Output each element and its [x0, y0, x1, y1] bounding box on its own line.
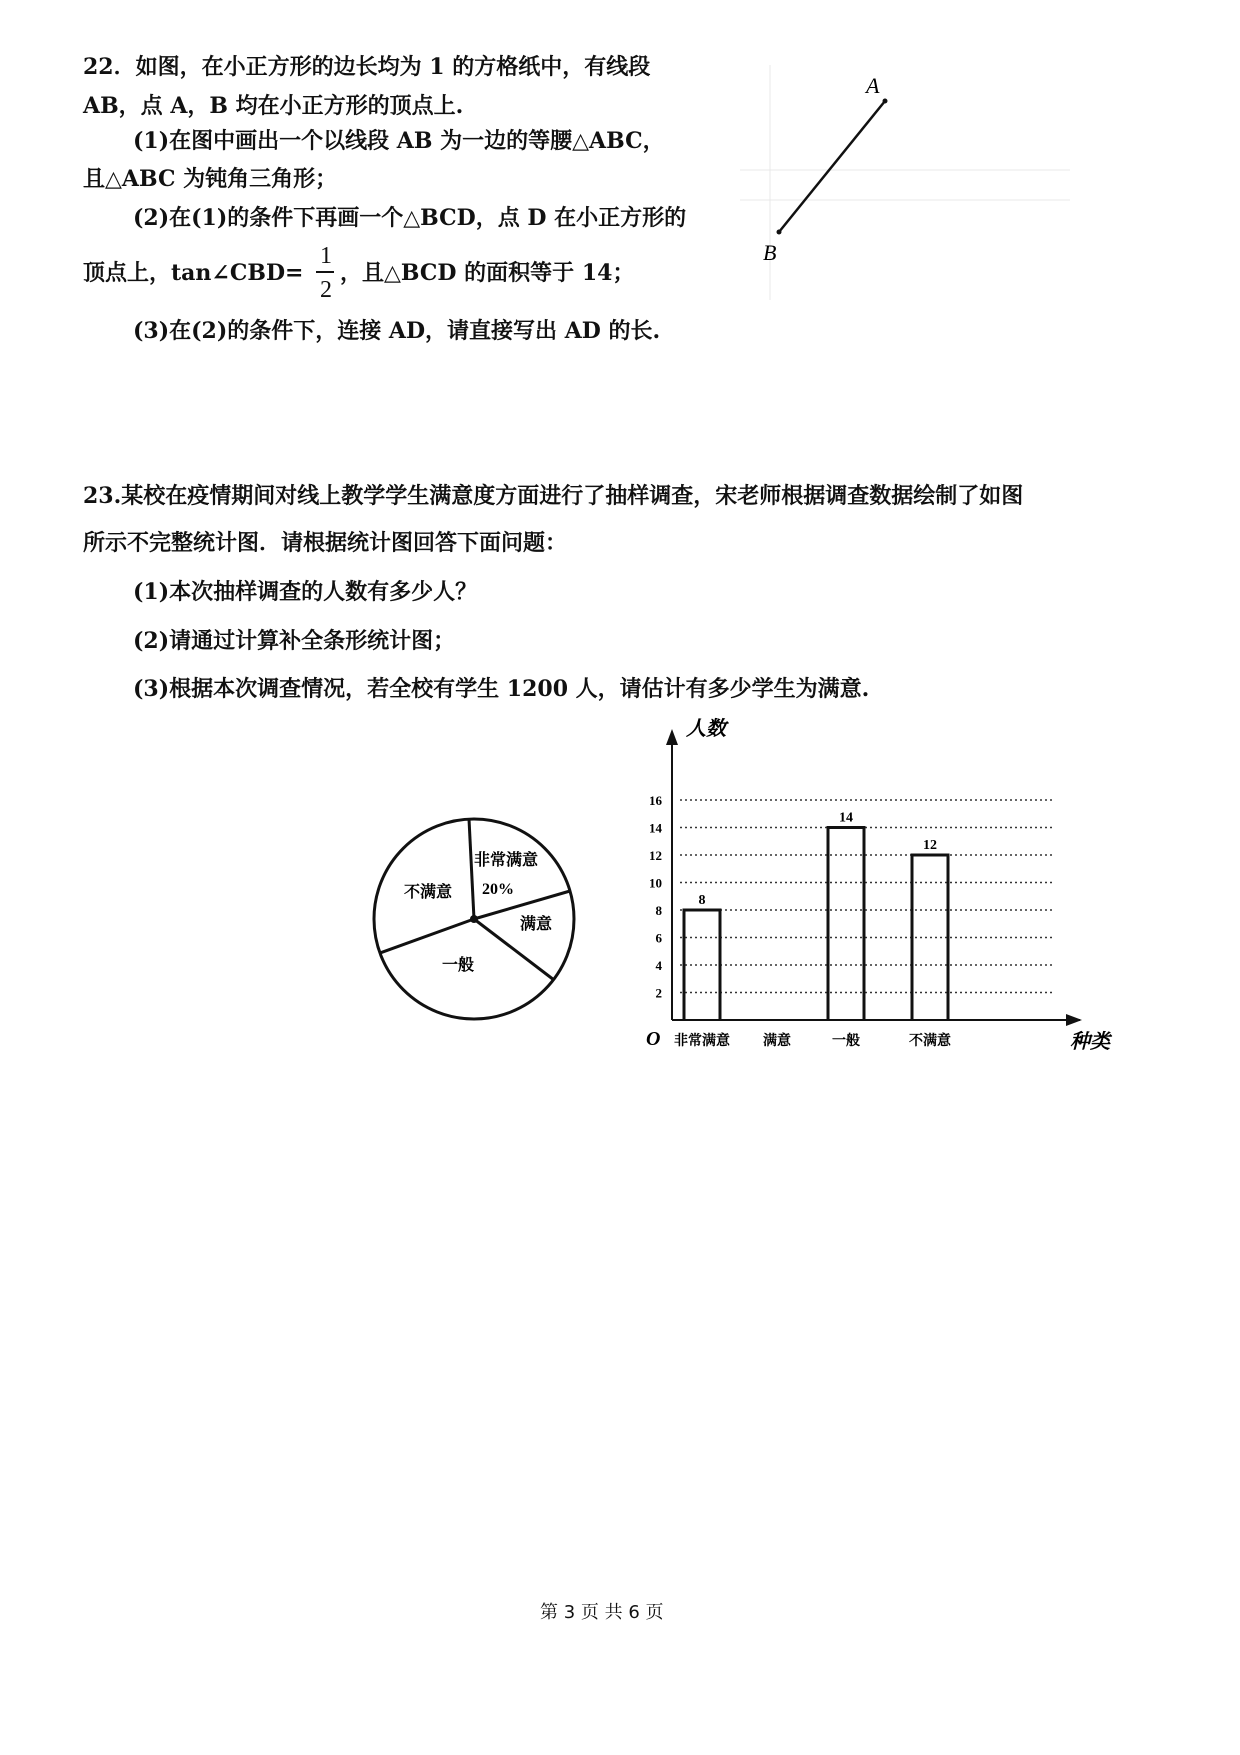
y-axis-label: 人数: [686, 718, 726, 740]
q22-part2a: (2)在(1)的条件下再画一个△BCD，点 D 在小正方形的: [133, 205, 687, 231]
y-tick-label: 16: [649, 793, 662, 808]
pie-chart: [360, 805, 590, 1035]
origin-label: O: [646, 1028, 661, 1050]
q23-part2: (2)请通过计算补全条形统计图；: [133, 628, 456, 654]
bar-data-label: 14: [839, 810, 853, 826]
bar-chart: [630, 715, 1140, 1065]
faint-grid: [740, 65, 1070, 300]
q23-line1: 23.某校在疫情期间对线上教学学生满意度方面进行了抽样调查，宋老师根据调查数据绘制了如图: [83, 483, 1024, 509]
x-axis-label: 种类: [1070, 1031, 1110, 1053]
x-tick-label: 非常满意: [674, 1034, 730, 1049]
pie-divider-left: [380, 919, 474, 953]
q22-line1: 22．如图，在小正方形的边长均为 1 的方格纸中，有线段: [83, 54, 651, 80]
x-tick-label: 满意: [763, 1034, 791, 1049]
y-tick-label: 12: [649, 848, 662, 863]
pie-label-general: 一般: [442, 957, 475, 974]
point-a: [883, 99, 888, 104]
q22-figure: [740, 55, 1070, 315]
pie-center: [470, 915, 478, 923]
label-b: B: [763, 240, 777, 265]
q23-part1: (1)本次抽样调查的人数有多少人？: [133, 579, 478, 605]
bar-data-label: 8: [698, 893, 706, 908]
segment-ab: [779, 101, 885, 232]
q22-part3: (3)在(2)的条件下，连接 AD，请直接写出 AD 的长.: [133, 318, 661, 344]
q22-part1a: (1)在图中画出一个以线段 AB 为一边的等腰△ABC，: [133, 128, 665, 154]
pie-label-unsatisfied: 不满意: [404, 884, 453, 901]
y-tick-label: 10: [649, 875, 662, 891]
y-tick-label: 8: [655, 903, 662, 918]
label-a: A: [866, 73, 880, 98]
y-tick-label: 4: [655, 958, 662, 973]
pie-label-satisfied: 满意: [520, 916, 553, 933]
y-tick-label: 6: [655, 930, 662, 946]
pie-label-percent: 20%: [482, 881, 514, 898]
fraction-bar: [316, 271, 334, 273]
point-b: [777, 230, 782, 235]
fraction-numerator: 1: [320, 243, 332, 269]
page-footer: 第 3 页 共 6 页: [540, 1602, 664, 1623]
bar-data-label: 12: [923, 838, 937, 853]
fraction-denominator: 2: [320, 277, 332, 303]
q22-part2b-pre: 顶点上，tan∠CBD=: [83, 260, 304, 286]
q22-part2b-post: ，且△BCD 的面积等于 14；: [340, 260, 635, 286]
y-tick-label: 2: [655, 985, 662, 1001]
pie-divider-top: [469, 819, 474, 919]
pie-label-very-satisfied: 非常满意: [474, 852, 539, 869]
q22-line2: AB，点 A，B 均在小正方形的顶点上.: [83, 93, 464, 119]
x-axis-arrow: [1066, 1014, 1082, 1026]
x-tick-label: 一般: [832, 1034, 860, 1049]
q22-part1b: 且△ABC 为钝角三角形；: [83, 166, 338, 192]
q23-part3: (3)根据本次调查情况，若全校有学生 1200 人，请估计有多少学生为满意.: [133, 676, 870, 702]
q23-line2: 所示不完整统计图．请根据统计图回答下面问题：: [83, 530, 568, 556]
y-axis-arrow: [666, 729, 678, 745]
bar: [828, 828, 864, 1021]
x-tick-label: 不满意: [909, 1034, 951, 1049]
y-tick-label: 14: [649, 820, 662, 836]
